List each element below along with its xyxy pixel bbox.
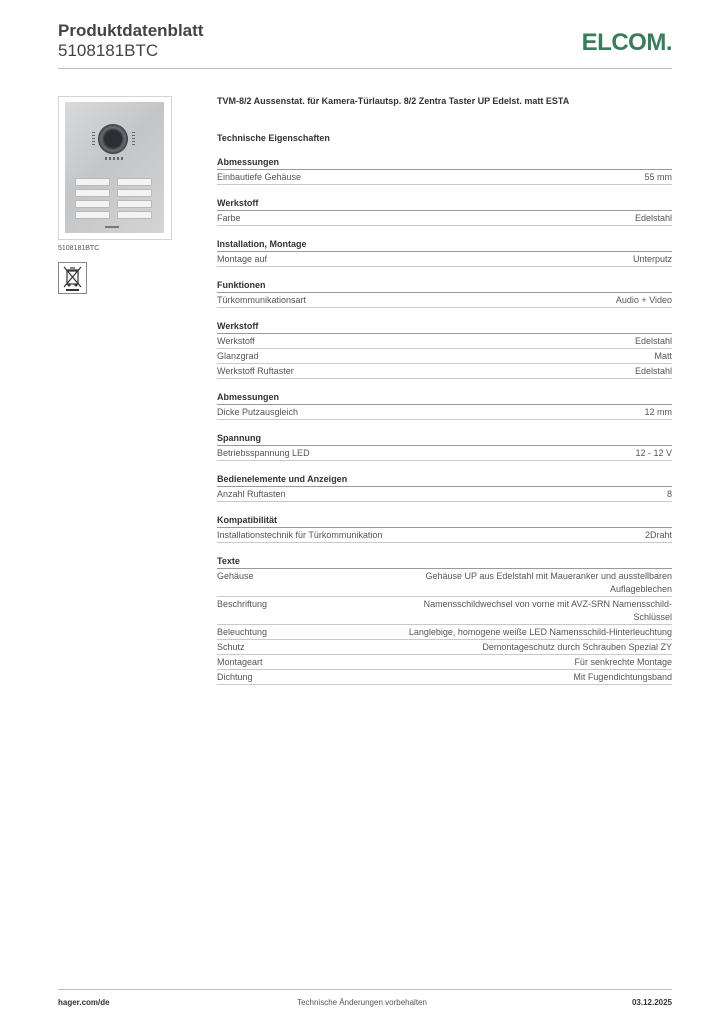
spec-value: 12 mm — [644, 407, 672, 417]
spec-value: Langlebige, homogene weiße LED Namensschild-Hinterleuchtung — [408, 627, 672, 637]
spec-group-title: Funktionen — [217, 279, 672, 293]
spec-row — [217, 170, 672, 185]
spec-group — [217, 473, 672, 502]
spec-row — [217, 364, 672, 379]
spec-row — [217, 670, 672, 685]
spec-row — [217, 528, 672, 543]
document-header — [58, 22, 203, 61]
camera-lens-icon — [98, 124, 128, 154]
spec-label: Dicke Putzausgleich — [217, 407, 299, 417]
spec-label: Farbe — [217, 213, 241, 223]
spec-label: Beleuchtung — [217, 627, 268, 637]
header-divider — [58, 68, 672, 69]
crossed-out-bin-icon — [58, 262, 87, 294]
spec-value: 12 - 12 V — [635, 448, 672, 458]
spec-group-title: Installation, Montage — [217, 238, 672, 252]
spec-value: Mit Fugendichtungsband — [573, 672, 672, 682]
spec-group-title: Werkstoff — [217, 197, 672, 211]
spec-label: Glanzgrad — [217, 351, 259, 361]
footer-website-link[interactable]: hager.com/de — [58, 998, 110, 1007]
spec-value: Unterputz — [632, 254, 672, 264]
spec-label: Montageart — [217, 657, 263, 667]
spec-value: Matt — [654, 351, 672, 361]
spec-value: Namensschildwechsel von vorne mit AVZ-SRN Namensschild-Schlüssel — [423, 599, 672, 622]
spec-row — [217, 655, 672, 670]
spec-value: 55 mm — [644, 172, 672, 182]
spec-label: Türkommunikationsart — [217, 295, 307, 305]
spec-label: Montage auf — [217, 254, 268, 264]
call-button — [117, 189, 152, 197]
spec-row — [217, 252, 672, 267]
section-title: Technische Eigenschaften — [217, 133, 330, 143]
spec-group — [217, 156, 672, 185]
spec-value: Edelstahl — [634, 213, 672, 223]
document-title: Produktdatenblatt — [58, 21, 204, 40]
spec-value: 2Draht — [644, 530, 672, 540]
spec-label: Dichtung — [217, 672, 253, 682]
call-button — [117, 200, 152, 208]
spec-row — [217, 293, 672, 308]
spec-group — [217, 197, 672, 226]
call-button — [75, 200, 110, 208]
spec-value: Audio + Video — [615, 295, 672, 305]
spec-value: Edelstahl — [634, 336, 672, 346]
footer-date: 03.12.2025 — [631, 998, 672, 1007]
spec-row — [217, 334, 672, 349]
product-content — [217, 95, 672, 685]
spec-group — [217, 432, 672, 461]
spec-label: Anzahl Ruftasten — [217, 489, 286, 499]
spec-group — [217, 391, 672, 420]
footer-disclaimer: Technische Änderungen vorbehalten — [297, 998, 427, 1007]
spec-row — [217, 640, 672, 655]
spec-value: Edelstahl — [634, 366, 672, 376]
spec-row — [217, 211, 672, 226]
spec-value: 8 — [666, 489, 672, 499]
spec-group — [217, 320, 672, 379]
article-number: 5108181BTC — [58, 41, 159, 60]
door-station-panel — [65, 102, 164, 233]
spec-value: Für senkrechte Montage — [574, 657, 672, 667]
spec-row — [217, 405, 672, 420]
spec-label: Schutz — [217, 642, 245, 652]
spec-group-title: Abmessungen — [217, 156, 672, 170]
spec-group-title: Texte — [217, 555, 672, 569]
spec-label: Beschriftung — [217, 599, 268, 609]
spec-label: Gehäuse — [217, 571, 254, 581]
product-image — [58, 96, 172, 240]
call-button — [75, 189, 110, 197]
spec-group-title: Werkstoff — [217, 320, 672, 334]
footer-divider — [58, 989, 672, 990]
spec-row — [217, 446, 672, 461]
spec-group — [217, 555, 672, 685]
call-button — [75, 211, 110, 219]
call-button — [75, 178, 110, 186]
spec-label: Einbautiefe Gehäuse — [217, 172, 302, 182]
microphone-grille-icon — [105, 157, 123, 160]
spec-row — [217, 569, 672, 597]
spec-label: Werkstoff — [217, 336, 255, 346]
spec-row — [217, 349, 672, 364]
spec-label: Betriebsspannung LED — [217, 448, 310, 458]
call-button — [117, 211, 152, 219]
spec-row — [217, 597, 672, 625]
spec-group-title: Spannung — [217, 432, 672, 446]
spec-group — [217, 279, 672, 308]
image-caption: 5108181BTC — [58, 245, 100, 252]
spec-group — [217, 238, 672, 267]
spec-label: Werkstoff Ruftaster — [217, 366, 294, 376]
spec-value: Demontageschutz durch Schrauben Spezial ZY — [482, 642, 672, 652]
spec-group — [217, 514, 672, 543]
spec-group-title: Kompatibilität — [217, 514, 672, 528]
spec-group-title: Abmessungen — [217, 391, 672, 405]
spec-row — [217, 487, 672, 502]
spec-label: Installationstechnik für Türkommunikation — [217, 530, 383, 540]
spec-value: Gehäuse UP aus Edelstahl mit Maueranker und ausstellbaren Auflageblechen — [425, 571, 672, 594]
call-button — [117, 178, 152, 186]
spec-group-title: Bedienelemente und Anzeigen — [217, 473, 672, 487]
spec-groups — [217, 156, 672, 685]
product-name: TVM-8/2 Aussenstat. für Kamera-Türlautsp. 8/2 Zentra Taster UP Edelst. matt ESTA — [217, 96, 570, 106]
brand-logo: ELCOM. — [581, 29, 672, 56]
spec-row — [217, 625, 672, 640]
